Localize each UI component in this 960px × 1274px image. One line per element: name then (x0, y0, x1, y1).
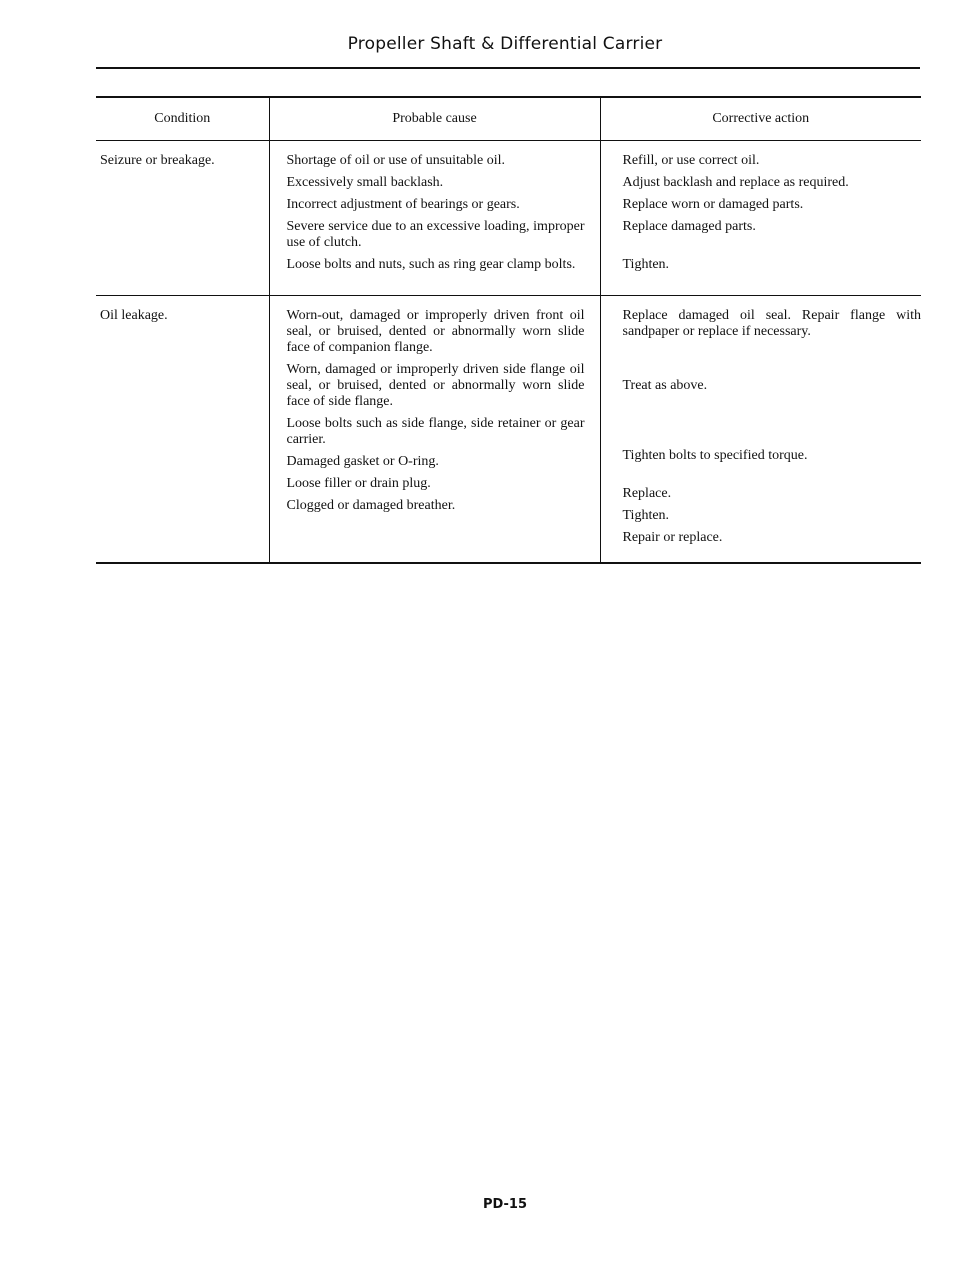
action-item: Tighten. (622, 508, 670, 523)
table-header-row (96, 97, 921, 141)
action-item: Replace worn or damaged parts. (622, 197, 804, 212)
header-corrective-action: Corrective action (600, 97, 921, 141)
header-probable-cause: Probable cause (269, 97, 600, 141)
cause-item: Worn-out, damaged or improperly driven front oil seal, or bruised, dented or abnormally worn slide face of companion flange. (286, 308, 585, 355)
action-item: Replace damaged oil seal. Repair flange with sandpaper or replace if necessary. (622, 308, 921, 339)
condition-cell: Seizure or breakage. (100, 153, 215, 168)
cause-item: Shortage of oil or use of unsuitable oil. (286, 153, 506, 168)
action-item: Tighten. (622, 257, 670, 272)
page-title: Propeller Shaft & Differential Carrier (347, 34, 663, 54)
cause-item: Severe service due to an excessive loading, improper use of clutch. (286, 219, 585, 250)
cause-item: Loose bolts and nuts, such as ring gear clamp bolts. (286, 257, 576, 272)
cause-item: Loose bolts such as side flange, side retainer or gear carrier. (286, 416, 585, 447)
action-item: Repair or replace. (622, 530, 723, 545)
cause-cell (269, 296, 600, 564)
cause-item: Damaged gasket or O-ring. (286, 454, 439, 469)
table-row (96, 141, 921, 296)
action-item: Adjust backlash and replace as required. (622, 175, 849, 190)
action-item: Treat as above. (622, 378, 708, 393)
page-number: PD-15 (482, 1197, 528, 1212)
action-item: Tighten bolts to specified torque. (622, 448, 808, 463)
header-rule (96, 67, 920, 69)
action-item: Replace. (622, 486, 672, 501)
action-cell (600, 141, 921, 296)
action-item: Replace damaged parts. (622, 219, 756, 234)
header-condition: Condition (96, 97, 269, 141)
table-row (96, 296, 921, 564)
cause-item: Clogged or damaged breather. (286, 498, 456, 513)
condition-cell: Oil leakage. (96, 296, 269, 564)
action-item: Refill, or use correct oil. (622, 153, 760, 168)
troubleshooting-table (96, 96, 921, 564)
cause-item: Worn, damaged or improperly driven side flange oil seal, or bruised, dented or abnormally worn slide face of side flange. (286, 362, 585, 409)
cause-item: Incorrect adjustment of bearings or gears. (286, 197, 520, 212)
action-cell (600, 296, 921, 564)
cause-cell (269, 141, 600, 296)
cause-item: Loose filler or drain plug. (286, 476, 431, 491)
cause-item: Excessively small backlash. (286, 175, 444, 190)
